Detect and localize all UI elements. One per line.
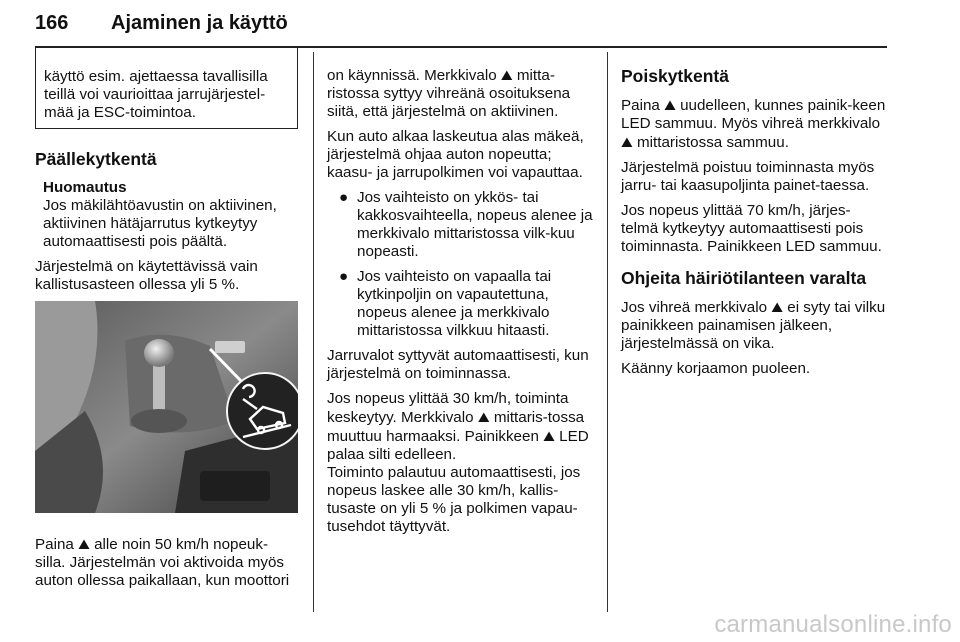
paragraph: on käynnissä. Merkkivalo ⛰ mitta-ristossa syttyy vihreänä osoituksena siitä, että järjestelmä on aktiivinen. xyxy=(327,67,571,120)
page-number: 166 xyxy=(35,12,69,34)
hill-descent-icon: ⛰ xyxy=(771,299,784,315)
list-item: ● Jos vaihteisto on ykkös- tai kakkosvaihteella, nopeus alenee ja merkkivalo mittaristossa vilk-kuu nopeasti. xyxy=(339,189,593,260)
column-1 xyxy=(35,48,298,597)
page-header xyxy=(35,0,887,48)
hill-descent-icon: ⛰ xyxy=(477,409,490,425)
paragraph: Käänny korjaamon puoleen. xyxy=(621,360,811,377)
paragraph: Jos vihreä merkkivalo ⛰ ei syty tai vilku painikkeen painamisen jälkeen, järjestelmässä on vika. xyxy=(621,299,886,352)
hill-descent-icon: ⛰ xyxy=(664,97,676,113)
paragraph: Paina ⛰ alle noin 50 km/h nopeuk-silla. Järjestelmän voi aktivoida myös auton ollessa paikallaan, kun moottori xyxy=(35,536,290,589)
column-divider-1 xyxy=(313,52,314,612)
note xyxy=(43,179,298,251)
hill-descent-icon: ⛰ xyxy=(78,536,90,552)
column-2 xyxy=(327,66,595,543)
bullet: ● xyxy=(339,268,349,285)
paragraph: Paina ⛰ uudelleen, kunnes painik-keen LED sammuu. Myös vihreä merkkivalo ⛰ mittaristossa sammuu. xyxy=(621,97,886,151)
paragraph: Jos nopeus ylittää 30 km/h, toiminta keskeytyy. Merkkivalo ⛰ mittaris-tossa muuttuu harmaaksi. Painikkeen ⛰ LED palaa silti edelleen. xyxy=(327,390,589,463)
column-3 xyxy=(621,66,887,385)
page-title: Ajaminen ja käyttö xyxy=(111,12,288,34)
paragraph: Jos nopeus ylittää 70 km/h, järjes-telmä kytkeytyy automaattisesti pois toiminnasta. Painikkeen LED sammuu. xyxy=(621,202,882,255)
paragraph: Järjestelmä poistuu toiminnasta myös jarru- tai kaasupoljinta painet-taessa. xyxy=(621,159,875,194)
paragraph: Jarruvalot syttyvät automaattisesti, kun järjestelmä on toiminnassa. xyxy=(327,347,589,382)
paragraph: Toiminto palautuu automaattisesti, jos nopeus laskee alle 30 km/h, kallis-tusaste on yli 5 % ja polkimen vapau-tusehdot täyttyvät. xyxy=(327,464,581,535)
hill-descent-icon: ⛰ xyxy=(500,67,513,83)
section-heading-troubleshooting: Ohjeita häiriötilanteen varalta xyxy=(621,268,867,288)
warning-box-text: käyttö esim. ajettaessa tavallisilla teillä voi vaurioittaa jarrujärjestel-mää ja ESC-toimintoa. xyxy=(44,68,268,121)
section-heading-deactivation: Poiskytkentä xyxy=(621,66,729,86)
warning-box xyxy=(35,48,298,129)
hill-indicator-icon: ⛰ xyxy=(621,134,633,150)
paragraph: Kun auto alkaa laskeutua alas mäkeä, järjestelmä ohjaa auton nopeutta; kaasu- ja jarrupolkimen voi vapauttaa. xyxy=(327,128,584,181)
list-item: ● Jos vaihteisto on vapaalla tai kytkinpoljin on vapautettuna, nopeus alenee ja merkkivalo mittaristossa vilkkuu hitaasti. xyxy=(339,268,552,339)
paragraph: Järjestelmä on käytettävissä vain kallistusasteen ollessa yli 5 %. xyxy=(35,258,258,293)
bullet: ● xyxy=(339,189,349,206)
note-title: Huomautus xyxy=(43,179,127,196)
section-heading-activation: Päällekytkentä xyxy=(35,149,157,169)
watermark: carmanualsonline.info xyxy=(714,611,952,638)
column-divider-2 xyxy=(607,52,608,612)
console-photo xyxy=(35,301,298,513)
hill-descent-icon: ⛰ xyxy=(543,428,555,444)
note-text: Jos mäkilähtöavustin on aktiivinen, aktiivinen hätäjarrutus kytkeytyy automaattisesti pois päältä. xyxy=(43,197,277,250)
